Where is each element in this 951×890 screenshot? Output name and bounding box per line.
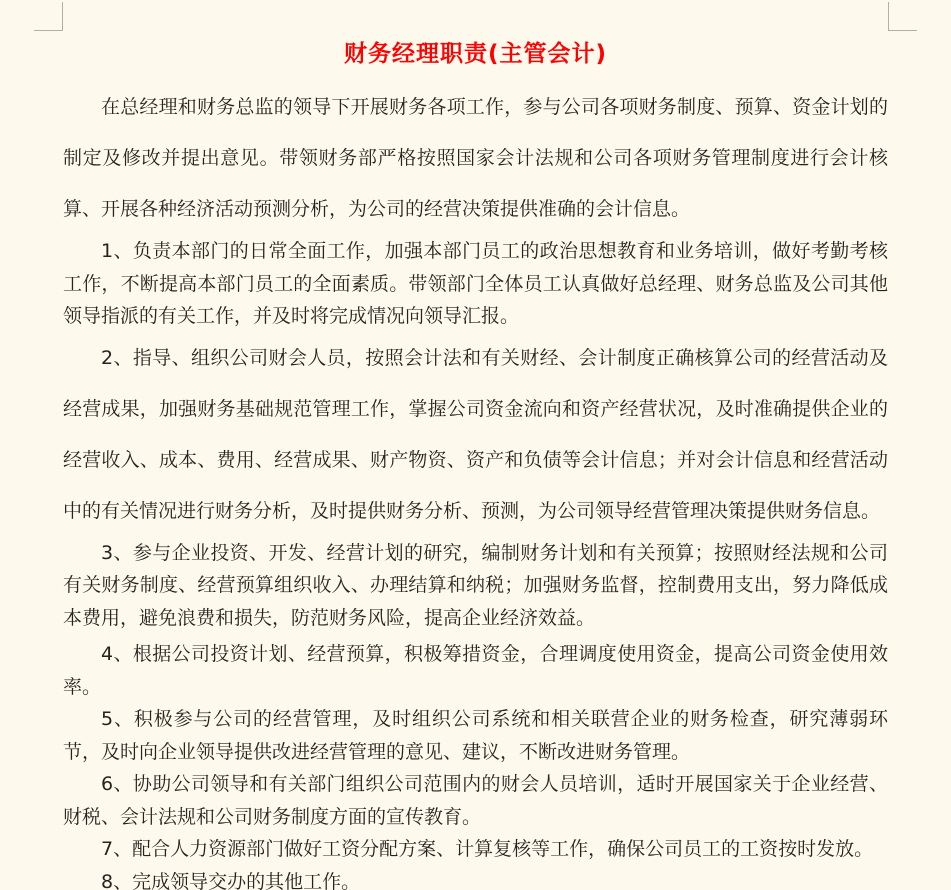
duty-item-6: 6、协助公司领导和有关部门组织公司范围内的财会人员培训，适时开展国家关于企业经营、财税、会计法规和公司财务制度方面的宣传教育。 bbox=[63, 773, 888, 828]
duty-item-1: 1、负责本部门的日常全面工作，加强本部门员工的政治思想教育和业务培训，做好考勤考核工作，不断提高本部门员工的全面素质。带领部门全体员工认真做好总经理、财务总监及公司其他领导指派的有关工作，并及时将完成情况向领导汇报。 bbox=[63, 240, 888, 327]
margin-corner-mark-top-right bbox=[888, 2, 917, 31]
duty-item-8: 8、完成领导交办的其他工作。 bbox=[101, 870, 361, 890]
duty-item-2: 2、指导、组织公司财会人员，按照会计法和有关财经、会计制度正确核算公司的经营活动及经营成果，加强财务基础规范管理工作，掌握公司资金流向和资产经营状况，及时准确提供企业的经营收入、成本、费用、经营成果、财产物资、资产和负债等会计信息；并对会计信息和经营活动中的有关情况进行财务分析，及时提供财务分析、预测，为公司领导经营管理决策提供财务信息。 bbox=[63, 346, 888, 522]
intro-paragraph: 在总经理和财务总监的领导下开展财务各项工作，参与公司各项财务制度、预算、资金计划的制定及修改并提出意见。带领财务部严格按照国家会计法规和公司各项财务管理制度进行会计核算、开展各种经济活动预测分析，为公司的经营决策提供准确的会计信息。 bbox=[63, 96, 888, 220]
duty-item-4: 4、根据公司投资计划、经营预算，积极筹措资金，合理调度使用资金，提高公司资金使用效率。 bbox=[63, 643, 888, 698]
duty-item-7: 7、配合人力资源部门做好工资分配方案、计算复核等工作，确保公司员工的工资按时发放。 bbox=[101, 838, 874, 860]
duty-item-3: 3、参与企业投资、开发、经营计划的研究，编制财务计划和有关预算；按照财经法规和公司有关财务制度、经营预算组织收入、办理结算和纳税；加强财务监督，控制费用支出，努力降低成本费用，避免浪费和损失，防范财务风险，提高企业经济效益。 bbox=[63, 541, 888, 629]
document-title: 财务经理职责(主管会计) bbox=[343, 41, 608, 67]
duty-item-5: 5、积极参与公司的经营管理，及时组织公司系统和相关联营企业的财务检查，研究薄弱环节，及时向企业领导提供改进经营管理的意见、建议，不断改进财务管理。 bbox=[63, 708, 888, 763]
document-body bbox=[63, 82, 888, 890]
margin-corner-mark-top-left bbox=[34, 2, 63, 31]
